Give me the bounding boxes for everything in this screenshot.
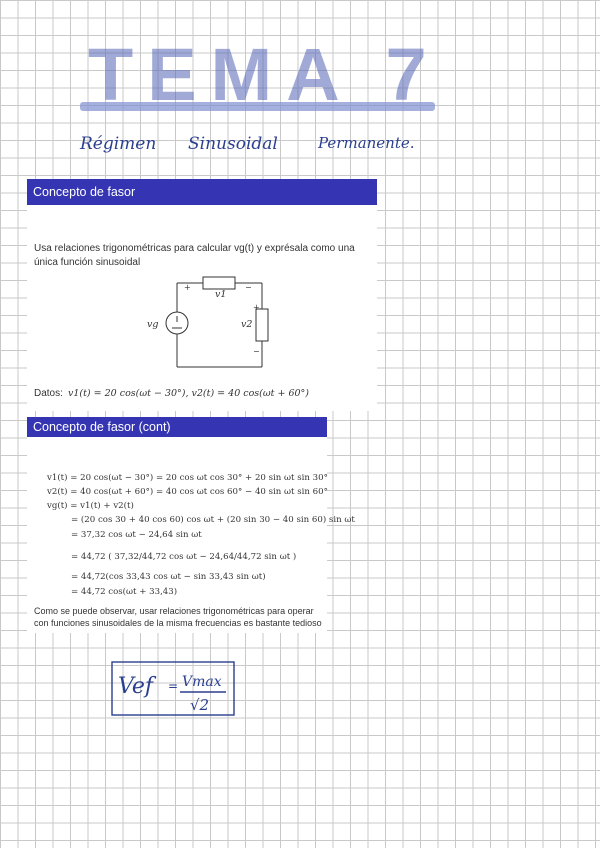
slide-conclusion: Como se puede observar, usar relaciones trigonométricas para operar con funciones sinusoidales de la misma frecuencias es bastante tedioso bbox=[34, 606, 322, 628]
voltage-source bbox=[166, 312, 188, 334]
equation-line: = 44,72(cos 33,43 cos ωt − sin 33,43 sin ωt) bbox=[71, 572, 266, 582]
slide-concepto-de-fasor bbox=[27, 179, 377, 411]
formula-denominator: √2 bbox=[190, 696, 210, 714]
resistor-2 bbox=[256, 309, 268, 341]
handwritten-title bbox=[60, 20, 460, 130]
equation-line: = 37,32 cos ωt − 24,64 sin ωt bbox=[71, 530, 202, 540]
slide-header: Concepto de fasor bbox=[27, 179, 377, 205]
plus-2: + bbox=[253, 303, 260, 312]
minus-2: − bbox=[253, 347, 260, 356]
datos-label: Datos: bbox=[34, 388, 63, 399]
equation-line: = 44,72 ( 37,32/44,72 cos ωt − 24,64/44,72 sin ωt ) bbox=[71, 552, 297, 562]
circuit-diagram bbox=[137, 271, 287, 369]
slide-instruction: Usa relaciones trigonométricas para calcular vg(t) y exprésala como una única función sinusoidal bbox=[34, 243, 355, 268]
subtitle-word-3: Permanente. bbox=[318, 134, 415, 152]
resistor-1 bbox=[203, 277, 235, 289]
datos-math: v1(t) = 20 cos(ωt − 30°), v2(t) = 40 cos(ωt + 60°) bbox=[68, 388, 309, 399]
source-label: vg bbox=[147, 319, 159, 330]
slide-concepto-de-fasor-cont bbox=[27, 417, 355, 633]
formula-equals: = bbox=[168, 679, 179, 693]
title-text: TEMA 7 bbox=[88, 33, 441, 116]
equation-line: vg(t) = v1(t) + v2(t) bbox=[47, 501, 134, 511]
datos-line bbox=[34, 381, 309, 401]
equation-line: v1(t) = 20 cos(ωt − 30°) = 20 cos ωt cos 30° + 20 sin ωt sin 30° bbox=[47, 473, 328, 483]
subtitle-word-1: Régimen bbox=[80, 134, 157, 154]
handwritten-subtitle bbox=[80, 132, 420, 160]
equation-line: v2(t) = 40 cos(ωt + 60°) = 40 cos ωt cos 60° − 40 sin ωt sin 60° bbox=[47, 487, 328, 497]
formula-lhs: Vef bbox=[118, 674, 154, 699]
handwritten-formula bbox=[110, 660, 240, 722]
equation-line: = 44,72 cos(ωt + 33,43) bbox=[71, 587, 178, 597]
slide-header: Concepto de fasor (cont) bbox=[27, 417, 327, 437]
minus-1: − bbox=[245, 283, 252, 292]
equation-line: = (20 cos 30 + 40 cos 60) cos ωt + (20 sin 30 − 40 sin 60) sin ωt bbox=[71, 515, 355, 525]
r1-label: v1 bbox=[215, 289, 227, 300]
plus-1: + bbox=[184, 283, 191, 292]
subtitle-word-2: Sinusoidal bbox=[188, 134, 278, 154]
r2-label: v2 bbox=[241, 319, 253, 330]
formula-numerator: Vmax bbox=[182, 674, 222, 690]
